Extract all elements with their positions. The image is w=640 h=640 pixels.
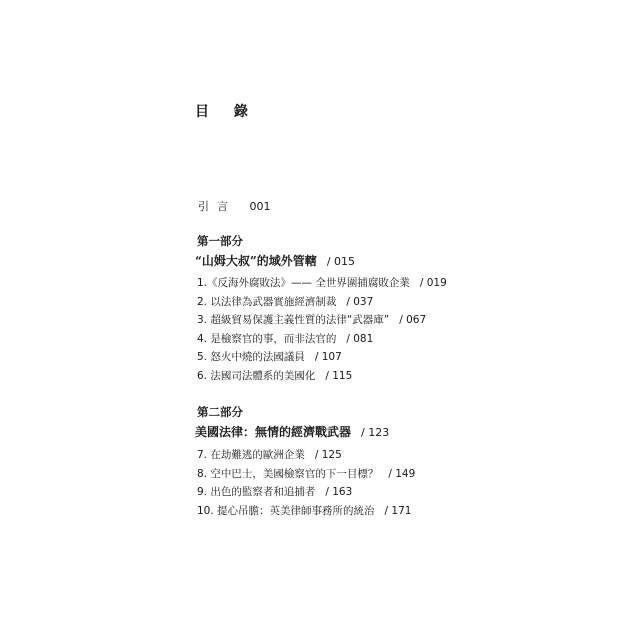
- chapter-title: 4. 是檢察官的事，而非法官的: [197, 332, 337, 345]
- chapter-entry: [197, 274, 447, 293]
- chapter-title: 8. 空中巴士，美國檢察官的下一目標？: [197, 467, 379, 480]
- part-2-label: 第二部分: [197, 405, 243, 419]
- chapter-entry: [197, 330, 447, 349]
- chapter-page-number: / 171: [384, 504, 412, 517]
- chapter-title: 2. 以法律為武器實施經濟制裁: [197, 295, 337, 308]
- chapter-entry: [197, 293, 447, 312]
- part-2-chapter-list: [197, 446, 415, 520]
- chapter-title: 7. 在劫難逃的歐洲企業: [197, 449, 305, 461]
- chapter-entry: [197, 367, 447, 386]
- chapter-title: 1.《反海外腐敗法》—— 全世界圍捕腐敗企業: [197, 277, 410, 289]
- chapter-page-number: / 107: [314, 351, 342, 364]
- chapter-title: 5. 怒火中燒的法國議員: [197, 351, 305, 364]
- intro-page-number: 001: [249, 200, 271, 213]
- chapter-entry: [197, 465, 415, 484]
- chapter-title: 10. 提心吊膽：英美律師事務所的統治: [197, 504, 375, 517]
- chapter-entry: [197, 483, 415, 502]
- chapter-title: 9. 出色的監察者和追捕者: [197, 486, 316, 499]
- chapter-entry: [197, 348, 447, 367]
- part-2-page-number: / 123: [361, 426, 390, 439]
- chapter-page-number: / 149: [388, 467, 416, 480]
- intro-entry: [198, 198, 271, 214]
- chapter-page-number: / 067: [399, 314, 427, 327]
- chapter-page-number: / 019: [419, 277, 447, 289]
- intro-label: 引言: [198, 200, 236, 213]
- chapter-entry: [197, 311, 447, 330]
- chapter-page-number: / 163: [325, 486, 353, 499]
- part-1-chapter-list: [197, 274, 447, 386]
- chapter-page-number: / 125: [314, 449, 342, 461]
- chapter-page-number: / 115: [325, 369, 353, 382]
- part-2-title: 美國法律：無情的經濟戰武器: [195, 425, 352, 439]
- chapter-entry: [197, 446, 415, 465]
- part-1-label: 第一部分: [197, 234, 243, 248]
- part-1-page-number: / 015: [326, 255, 356, 268]
- chapter-page-number: / 037: [346, 295, 374, 308]
- chapter-title: 6. 法國司法體系的美國化: [197, 369, 316, 382]
- page-title: 目 錄: [195, 104, 258, 120]
- chapter-title: 3. 超級貿易保護主義性質的法律“武器庫”: [197, 314, 390, 327]
- part-1-title-entry: [195, 252, 355, 269]
- part-2-title-entry: [195, 423, 389, 440]
- chapter-entry: [197, 502, 415, 521]
- part-1-title: “山姆大叔”的域外管轄: [195, 254, 317, 268]
- chapter-page-number: / 081: [346, 332, 374, 345]
